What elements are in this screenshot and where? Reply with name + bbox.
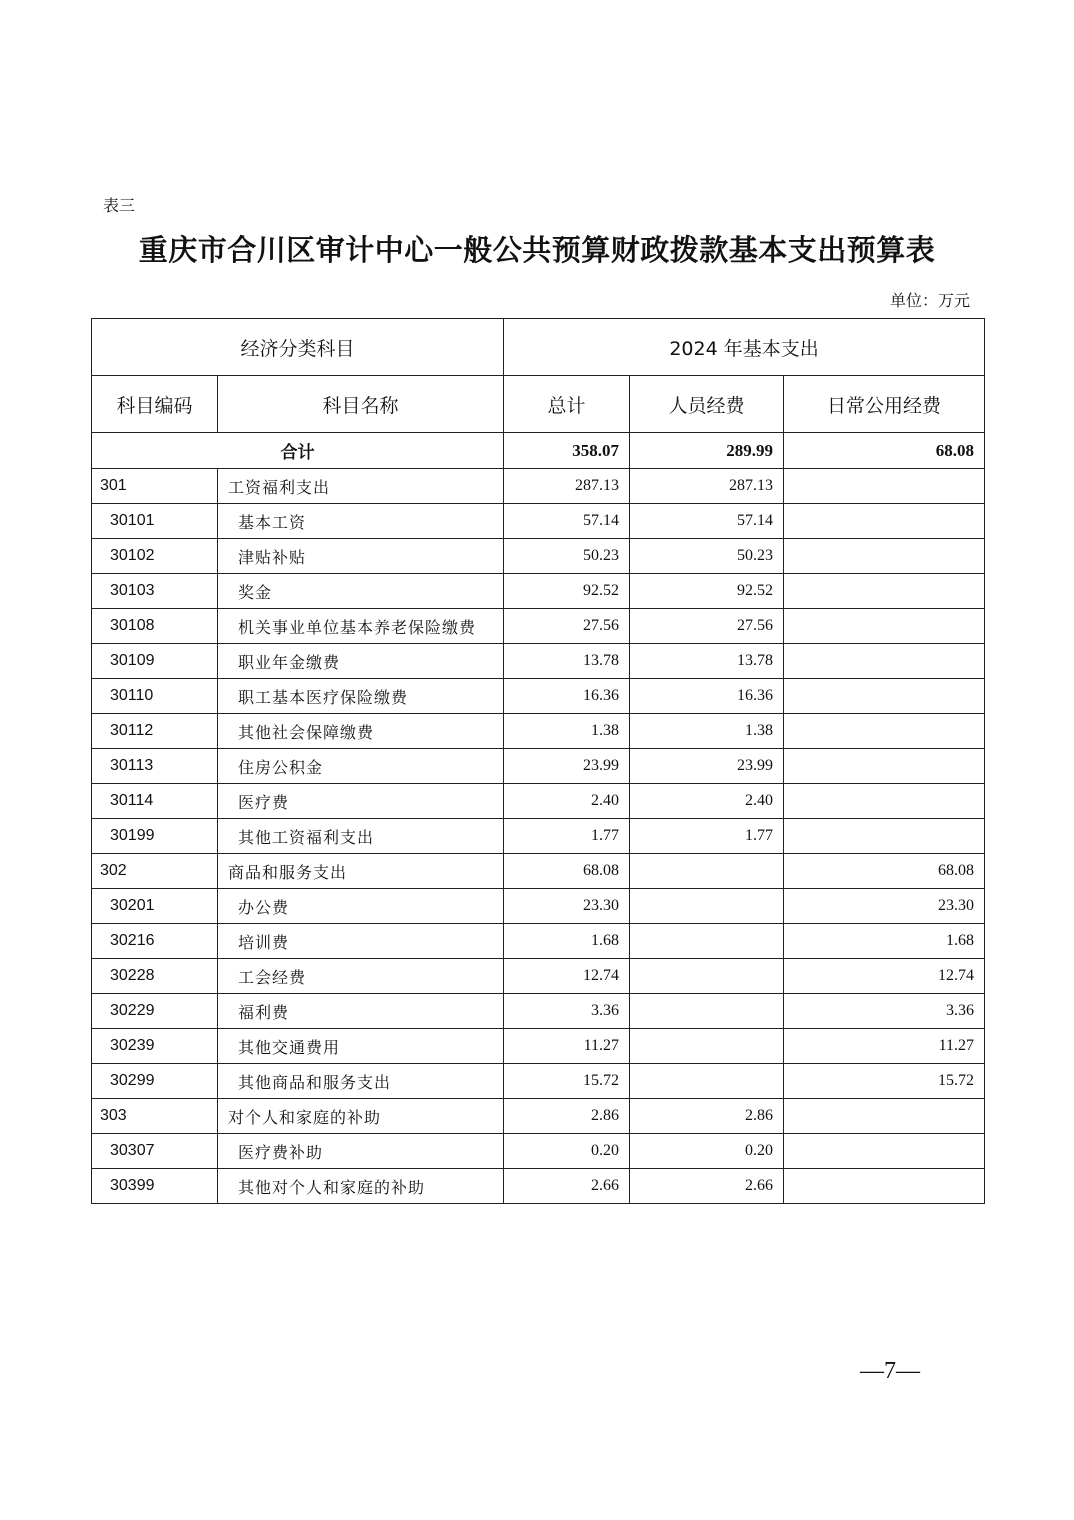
table-row [92,574,985,609]
column-header-total: 总计 [504,376,630,433]
table-row [92,784,985,819]
row-personnel [630,854,784,889]
row-code: 30216 [92,924,218,959]
row-personnel: 1.77 [630,819,784,854]
row-name: 其他交通费用 [218,1029,504,1064]
row-total: 1.77 [504,819,630,854]
budget-table [91,318,985,1204]
row-code: 30239 [92,1029,218,1064]
row-public: 11.27 [784,1029,985,1064]
column-header-public: 日常公用经费 [784,376,985,433]
row-name: 工会经费 [218,959,504,994]
row-code: 30108 [92,609,218,644]
row-total: 15.72 [504,1064,630,1099]
row-public [784,1134,985,1169]
table-row [92,959,985,994]
row-public: 12.74 [784,959,985,994]
row-total: 23.30 [504,889,630,924]
row-personnel: 1.38 [630,714,784,749]
row-name: 其他商品和服务支出 [218,1064,504,1099]
row-personnel: 13.78 [630,644,784,679]
row-public: 23.30 [784,889,985,924]
row-code: 30102 [92,539,218,574]
table-row [92,714,985,749]
row-total: 1.68 [504,924,630,959]
row-public [784,714,985,749]
row-public: 1.68 [784,924,985,959]
row-personnel: 57.14 [630,504,784,539]
table-row [92,854,985,889]
row-total: 13.78 [504,644,630,679]
row-public [784,504,985,539]
page-title: 重庆市合川区审计中心一般公共预算财政拨款基本支出预算表 [138,233,936,267]
row-name: 职工基本医疗保险缴费 [218,679,504,714]
row-personnel: 2.40 [630,784,784,819]
row-total: 2.40 [504,784,630,819]
row-personnel: 92.52 [630,574,784,609]
row-personnel: 50.23 [630,539,784,574]
row-total: 27.56 [504,609,630,644]
table-row [92,609,985,644]
row-code: 301 [92,469,218,504]
row-personnel [630,959,784,994]
row-public [784,574,985,609]
row-total: 0.20 [504,1134,630,1169]
total-row [92,433,985,469]
table-row [92,819,985,854]
row-total: 11.27 [504,1029,630,1064]
row-total: 23.99 [504,749,630,784]
row-public [784,469,985,504]
row-name: 对个人和家庭的补助 [218,1099,504,1134]
table-row [92,539,985,574]
row-personnel [630,924,784,959]
row-code: 30307 [92,1134,218,1169]
row-code: 30112 [92,714,218,749]
row-public [784,679,985,714]
total-personnel: 289.99 [630,433,784,469]
column-header-code: 科目编码 [92,376,218,433]
row-name: 培训费 [218,924,504,959]
row-public [784,819,985,854]
row-total: 3.36 [504,994,630,1029]
table-row [92,679,985,714]
row-name: 津贴补贴 [218,539,504,574]
row-code: 30101 [92,504,218,539]
group-header-basic-expenditure: 2024 年基本支出 [504,319,985,376]
table-row [92,469,985,504]
row-total: 92.52 [504,574,630,609]
table-row [92,1099,985,1134]
table-row [92,644,985,679]
row-personnel [630,889,784,924]
row-public: 68.08 [784,854,985,889]
row-code: 30199 [92,819,218,854]
row-public: 3.36 [784,994,985,1029]
row-name: 机关事业单位基本养老保险缴费 [218,609,504,644]
row-public [784,609,985,644]
table-row [92,1169,985,1204]
row-public [784,1099,985,1134]
row-public [784,644,985,679]
row-code: 30399 [92,1169,218,1204]
row-personnel: 2.66 [630,1169,784,1204]
row-code: 30299 [92,1064,218,1099]
row-personnel [630,994,784,1029]
row-public: 15.72 [784,1064,985,1099]
row-public [784,784,985,819]
row-personnel: 2.86 [630,1099,784,1134]
row-name: 商品和服务支出 [218,854,504,889]
row-code: 303 [92,1099,218,1134]
row-name: 住房公积金 [218,749,504,784]
row-code: 30201 [92,889,218,924]
row-name: 福利费 [218,994,504,1029]
row-name: 其他工资福利支出 [218,819,504,854]
page-number: —7— [860,1358,920,1384]
table-row [92,1029,985,1064]
row-total: 12.74 [504,959,630,994]
column-header-personnel: 人员经费 [630,376,784,433]
row-total: 287.13 [504,469,630,504]
row-total: 57.14 [504,504,630,539]
row-total: 68.08 [504,854,630,889]
row-public [784,1169,985,1204]
row-name: 其他对个人和家庭的补助 [218,1169,504,1204]
table-row [92,1134,985,1169]
row-code: 30113 [92,749,218,784]
row-code: 30109 [92,644,218,679]
row-name: 其他社会保障缴费 [218,714,504,749]
row-personnel: 16.36 [630,679,784,714]
row-personnel [630,1029,784,1064]
row-personnel: 23.99 [630,749,784,784]
row-name: 医疗费补助 [218,1134,504,1169]
row-total: 50.23 [504,539,630,574]
table-row [92,994,985,1029]
table-row [92,889,985,924]
table-row [92,749,985,784]
group-header-economic: 经济分类科目 [92,319,504,376]
row-personnel: 0.20 [630,1134,784,1169]
row-name: 奖金 [218,574,504,609]
row-name: 职业年金缴费 [218,644,504,679]
row-personnel: 287.13 [630,469,784,504]
row-personnel: 27.56 [630,609,784,644]
table-label: 表三 [103,196,136,215]
row-personnel [630,1064,784,1099]
row-name: 办公费 [218,889,504,924]
unit-label: 单位：万元 [889,291,970,310]
row-code: 302 [92,854,218,889]
row-name: 基本工资 [218,504,504,539]
row-total: 1.38 [504,714,630,749]
total-public: 68.08 [784,433,985,469]
row-name: 工资福利支出 [218,469,504,504]
row-total: 2.86 [504,1099,630,1134]
row-code: 30110 [92,679,218,714]
row-total: 16.36 [504,679,630,714]
row-name: 医疗费 [218,784,504,819]
row-public [784,539,985,574]
row-public [784,749,985,784]
row-total: 2.66 [504,1169,630,1204]
table-row [92,924,985,959]
row-code: 30114 [92,784,218,819]
total-sum: 358.07 [504,433,630,469]
total-label: 合计 [92,433,504,469]
table-row [92,1064,985,1099]
table-row [92,504,985,539]
row-code: 30103 [92,574,218,609]
row-code: 30228 [92,959,218,994]
column-header-name: 科目名称 [218,376,504,433]
row-code: 30229 [92,994,218,1029]
